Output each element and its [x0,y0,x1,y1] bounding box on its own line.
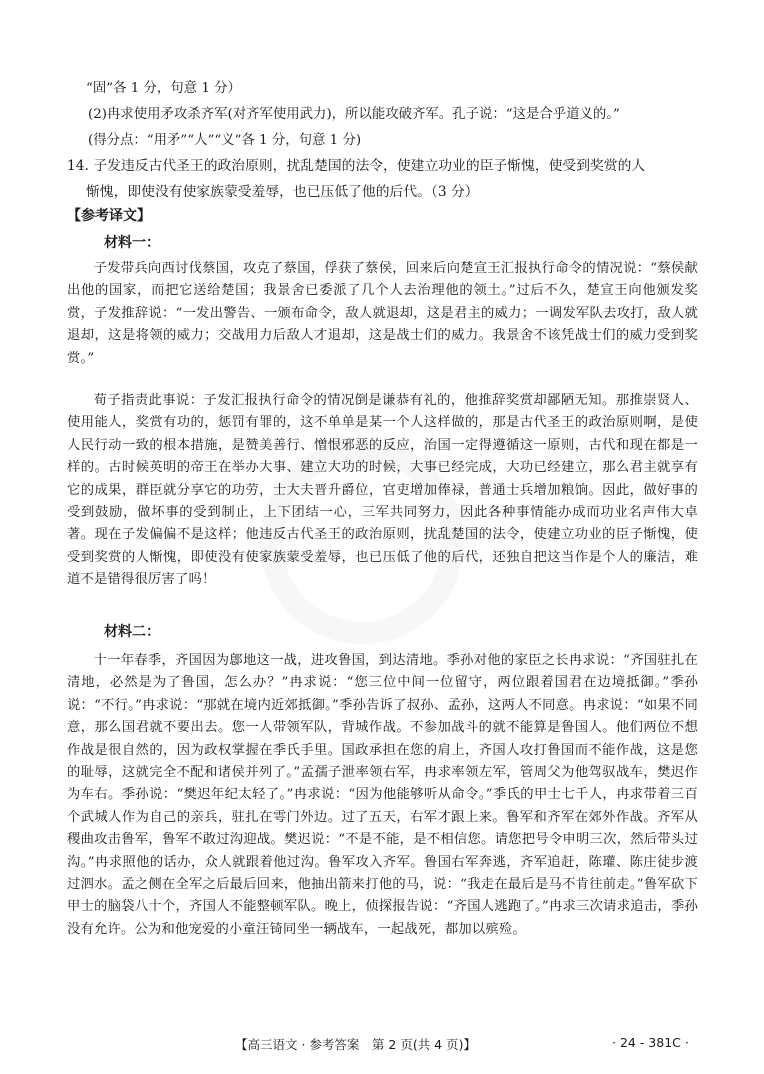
material-1-paragraph-2: 荀子指责此事说：子发汇报执行命令的情况倒是谦恭有礼的，他推辞奖赏却鄙陋无知。那推崇贤人、使用能人，奖赏有功的，惩罚有罪的，这不单单是某一个人这样做的，那是古代圣王的政治原则啊，是使人民行动一致的根本措施，是赞美善行、憎恨邪恶的反应，治国一定得遵循这一原则，古代和现在都是一样的。古时候英明的帝王在举办大事、建立大功的时候，大事已经完成，大功已经建立，那么君主就享有它的成果，群臣就分享它的功劳，士大夫晋升爵位，官吏增加俸禄，普通士兵增加粮饷。因此，做好事的受到鼓励，做坏事的受到制止，上下团结一心，三军共同努力，因此各种事情能办成而功业名声伟大卓著。现在子发偏偏不是这样；他违反古代圣王的政治原则，扰乱楚国的法令，使建立功业的臣子惭愧，使受到奖赏的人惭愧，即使没有使家族蒙受羞辱，也已压低了他的后代，还独自把这当作是个人的廉洁，难道不是错得很厉害了吗！ [67,393,698,588]
page-footer: 【高三语文 · 参考答案 第 2 页(共 4 页)】 [235,1037,476,1052]
material-1-paragraph-1: 子发带兵向西讨伐蔡国，攻克了蔡国，俘获了蔡侯，回来后向楚宣王汇报执行命令的情况说：“蔡侯献出他的国家，而把它送给楚国；我景舍已委派了几个人去治理他的领土。”过后不久，楚宣王向他颁发奖赏，子发推辞说：“一发出警告、一颁布命令，敌人就退却，这是君主的威力；一调发军队去攻打，敌人就退却，这是将领的威力；交战用力后敌人才退却，这是战士们的威力。我景舍不该凭战士们的威力受到奖赏。” [67,261,698,366]
answer-line: (2)冉求使用矛攻杀齐军(对齐军使用武力)，所以能攻破齐军。孔子说：“这是合乎道义的。” [88,107,620,122]
translation-heading: 【参考译文】 [67,208,151,224]
document-code: · 24 - 381C · [612,1035,689,1050]
material-2-title: 材料二： [104,624,160,640]
answer-line: “固”各 1 分，句意 1 分） [86,81,241,96]
question-14-answer-cont: 惭愧，即使没有使家族蒙受羞辱，也已压低了他的后代。（3 分） [86,184,479,200]
material-1-title: 材料一： [104,235,160,251]
answer-line: (得分点：“用矛”“人”“义”各 1 分，句意 1 分) [88,133,362,148]
material-2-paragraph: 十一年春季，齐国因为鄎地这一战，进攻鲁国，到达清地。季孙对他的家臣之长冉求说：“齐国驻扎在清地，必然是为了鲁国，怎么办？”冉求说：“您三位中间一位留守，两位跟着国君在边境抵御。”季孙说：“不行。”冉求说：“那就在境内近郊抵御。”季孙告诉了叔孙、孟孙，这两人不同意。冉求说：“如果不同意，那么国君就不要出去。您一人带领军队，背城作战。不参加战斗的就不能算是鲁国人。他们两位不想作战是很自然的，因为政权掌握在季氏手里。国政承担在您的肩上，齐国人攻打鲁国而不能作战，这是您的耻辱，这就完全不配和诸侯并列了。”孟孺子泄率领右军，冉求率领左军，管周父为他驾驭战车，樊迟作为车右。季孙说：“樊迟年纪太轻了。”冉求说：“因为他能够听从命令。”季氏的甲士七千人，冉求带着三百个武城人作为自己的亲兵，驻扎在雩门外边。过了五天，右军才跟上来。鲁军和齐军在郊外作战。齐军从稷曲攻击鲁军，鲁军不敢过沟迎战。樊迟说：“不是不能，是不相信您。请您把号令申明三次，然后带头过沟。”冉求照他的话办，众人就跟着他过沟。鲁军攻入齐军。鲁国右军奔逃，齐军追赶，陈瓘、陈庄徒步渡过泗水。孟之侧在全军之后最后回来，他抽出箭来打他的马，说：“我走在最后是马不肯往前走。”鲁军砍下甲士的脑袋八十个，齐国人不能整顿军队。晚上，侦探报告说：“齐国人逃跑了。”冉求三次请求追击，季孙没有允许。公为和他宠爱的小童汪锜同坐一辆战车，一起战死，都加以殡殓。 [67,653,698,937]
question-14-answer: 14. 子发违反古代圣王的政治原则，扰乱楚国的法令，使建立功业的臣子惭愧，使受到奖赏的人 [67,158,646,174]
